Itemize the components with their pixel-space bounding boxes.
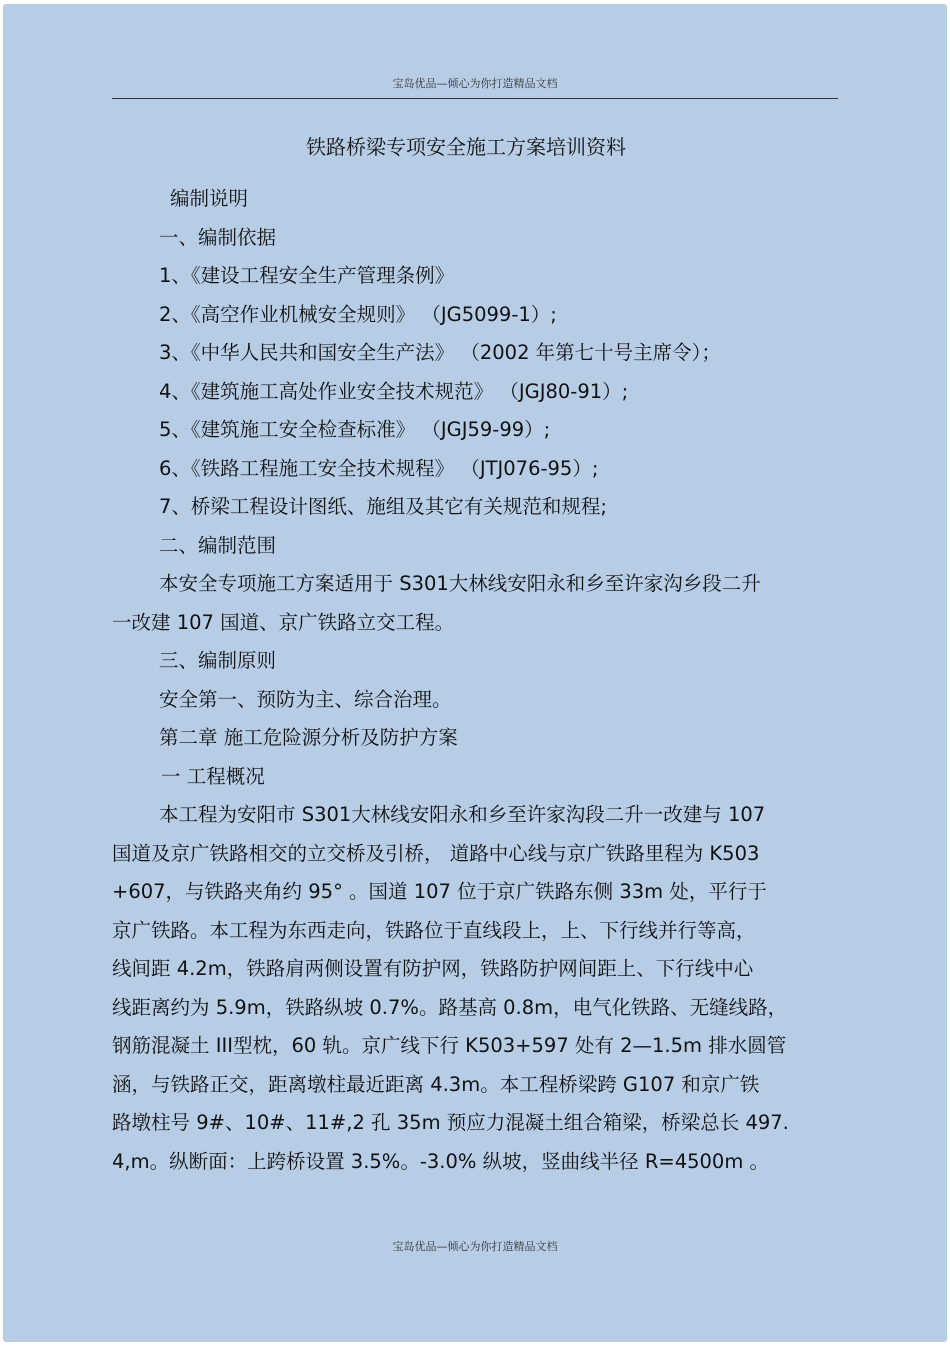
paragraph-line: 线距离约为 5.9m，铁路纵坡 0.7%。路基高 0.8m，电气化铁路、无缝线路， xyxy=(112,995,788,1019)
section-heading: 编制说明 xyxy=(170,187,249,210)
paragraph-line: 京广铁路。本工程为东西走向，铁路位于直线段上，上、下行线并行等高， xyxy=(112,918,756,942)
paragraph-line: 国道及京广铁路相交的立交桥及引桥， 道路中心线与京广铁路里程为 K503 xyxy=(112,841,760,865)
page-footer: 宝岛优品—倾心为你打造精品文档 xyxy=(392,1240,558,1253)
paragraph-line: 本安全专项施工方案适用于 S301大林线安阳永和乡至许家沟乡段二升 xyxy=(159,572,761,595)
paragraph-line: +607，与铁路夹角约 95° 。国道 107 位于京广铁路东侧 33m 处，平行于 xyxy=(112,880,767,903)
paragraph-line: 路墩柱号 9#、10#、11#,2 孔 35m 预应力混凝土组合箱梁，桥梁总长 497. xyxy=(112,1111,789,1134)
header-rule xyxy=(112,98,838,99)
list-item: 4、《建筑施工高处作业安全技术规范》 （JGJ80-91）; xyxy=(159,379,629,403)
list-item: 2、《高空作业机械安全规则》 （JG5099-1）; xyxy=(159,302,557,326)
section-heading: 一、编制依据 xyxy=(159,225,277,249)
list-item: 7、桥梁工程设计图纸、施组及其它有关规范和规程; xyxy=(159,495,607,518)
paragraph-line: 涵，与铁路正交，距离墩柱最近距离 4.3m。本工程桥梁跨 G107 和京广铁 xyxy=(112,1072,760,1096)
paragraph-line: 安全第一、预防为主、综合治理。 xyxy=(159,687,452,711)
paragraph-line: 线间距 4.2m，铁路肩两侧设置有防护网，铁路防护网间距上、下行线中心 xyxy=(112,957,754,980)
document-title: 铁路桥梁专项安全施工方案培训资料 xyxy=(306,135,626,159)
paragraph-line: 钢筋混凝土 III型枕，60 轨。京广线下行 K503+597 处有 2—1.5m 排水圆管 xyxy=(112,1034,787,1057)
page-header: 宝岛优品—倾心为你打造精品文档 xyxy=(392,77,558,90)
list-item: 3、《中华人民共和国安全生产法》 （2002 年第七十号主席令）； xyxy=(159,341,721,364)
list-item: 5、《建筑施工安全检查标准》 （JGJ59-99）; xyxy=(159,418,551,441)
section-heading: 二、编制范围 xyxy=(159,533,277,557)
list-item: 6、《铁路工程施工安全技术规程》 （JTJ076-95）; xyxy=(159,456,599,480)
paragraph-line: 4,m。纵断面：上跨桥设置 3.5%。-3.0% 纵坡，竖曲线半径 R=4500m 。 xyxy=(112,1149,770,1173)
document-page xyxy=(3,4,947,1342)
section-heading: 三、编制原则 xyxy=(159,649,277,672)
paragraph-line: 本工程为安阳市 S301大林线安阳永和乡至许家沟段二升一改建与 107 xyxy=(159,803,766,826)
document-body xyxy=(112,180,842,1181)
chapter-heading: 第二章 施工危险源分析及防护方案 xyxy=(159,726,458,749)
section-heading: 一 工程概况 xyxy=(161,764,265,788)
paragraph-line: 一改建 107 国道、京广铁路立交工程。 xyxy=(112,610,455,634)
list-item: 1、《建设工程安全生产管理条例》 xyxy=(159,264,455,287)
